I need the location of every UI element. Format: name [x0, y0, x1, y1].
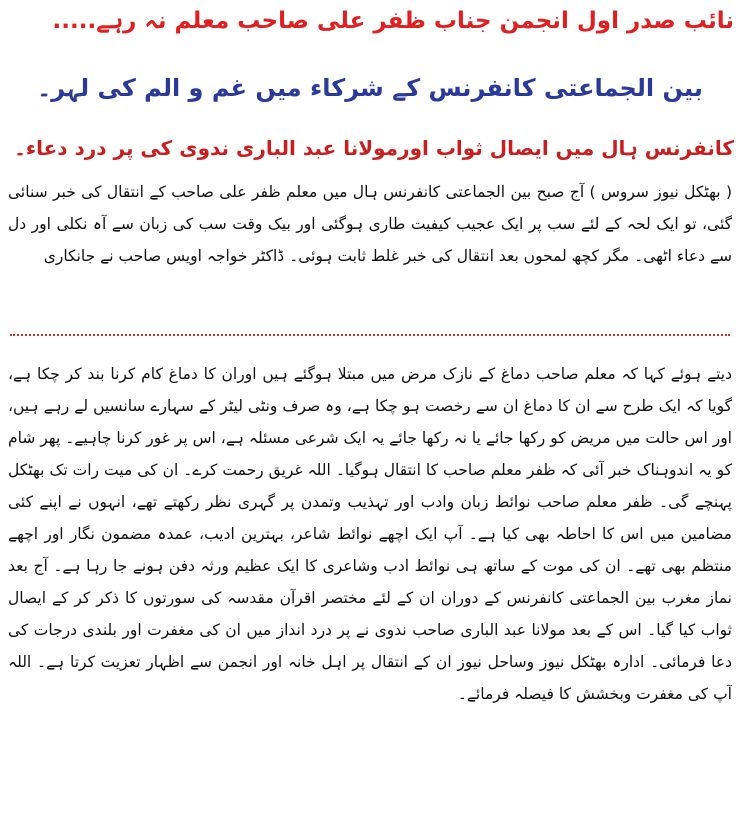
headline-top: نائب صدر اول انجمن جناب ظفر علی صاحب معلم نہ رہے..... — [52, 8, 734, 34]
headline-main: بین الجماعتی کانفرنس کے شرکاء میں غم و الم کی لہر۔ — [37, 74, 703, 102]
headline-sub: کانفرنس ہال میں ایصال ثواب اورمولانا عبد الباری ندوی کی پر درد دعاء۔ — [14, 136, 734, 160]
article-paragraph-1: ( بھٹکل نیوز سروس ) آج صبح بین الجماعتی کانفرنس ہال میں معلم ظفر علی صاحب کے انتقال کی خبر سنائی گئی، تو ایک لحہ کے لئے سب پر ایک عجیب کیفیت طاری ہوگئی اور بیک وقت سب کی زبان سے آہ نکلی اور دل سے دعاء اٹھی۔ مگر کچھ لمحوں بعد انتقال کی خبر غلط ثابت ہوئی۔ ڈاکٹر خواجہ اویس صاحب نے جانکاری — [8, 183, 732, 265]
dotted-divider — [10, 334, 730, 336]
article-paragraph-2: دیتے ہوئے کہا کہ معلم صاحب دماغ کے نازک مرض میں مبتلا ہوگئے ہیں اوران کا دماغ کام کرنا بند کر چکا ہے، گویا کہ ایک طرح سے ان کا دماغ ان سے رخصت ہو چکا ہے، وہ صرف ونٹی لیٹر کے سہارے سانسیں لے رہے ہیں، اور اس حالت میں مریض کو رکھا جائے یا نہ رکھا جائے یہ ایک شرعی مسئلہ ہے، اس پر غور کرنا چاہیے۔ پھر شام کو یہ اندوہناک خبر آئی کہ ظفر معلم صاحب کا انتقال ہوگیا۔ اللہ غریق رحمت کرے۔ ان کی میت رات تک بھٹکل پہنچے گی۔ ظفر معلم صاحب نوائط زبان وادب اور تہذیب وتمدن پر گہری نظر رکھتے تھے، انہوں نے اپنے کئی مضامین میں اس کا احاطہ بھی کیا ہے۔ آپ ایک اچھے نوائط شاعر، بہترین ادیب، عمدہ مضمون نگار اور اچھے منتظم بھی تھے۔ ان کی موت کے ساتھ ہی نوائط ادب وشاعری کا ایک عظیم ورثہ دفن ہونے جا رہا ہے۔ آج بعد نماز مغرب بین الجماعتی کانفرنس کے دوران ان کے لئے مختصر اقرآن مقدسہ کی سورتوں کا ذکر کر کے ایصال ثواب کیا گیا۔ اس کے بعد مولانا عبد الباری صاحب ندوی نے پر درد انداز میں ان کی مغفرت اور بلندی درجات کی دعا فرمائی۔ ادارہ بھٹکل نیوز وساحل نیوز ان کے انتقال پر اہل خانہ اور انجمن سے اظہار تعزیت کرتا ہے۔ اللہ آپ کی مغفرت وبخشش کا فیصلہ فرمائے۔ — [8, 365, 732, 703]
